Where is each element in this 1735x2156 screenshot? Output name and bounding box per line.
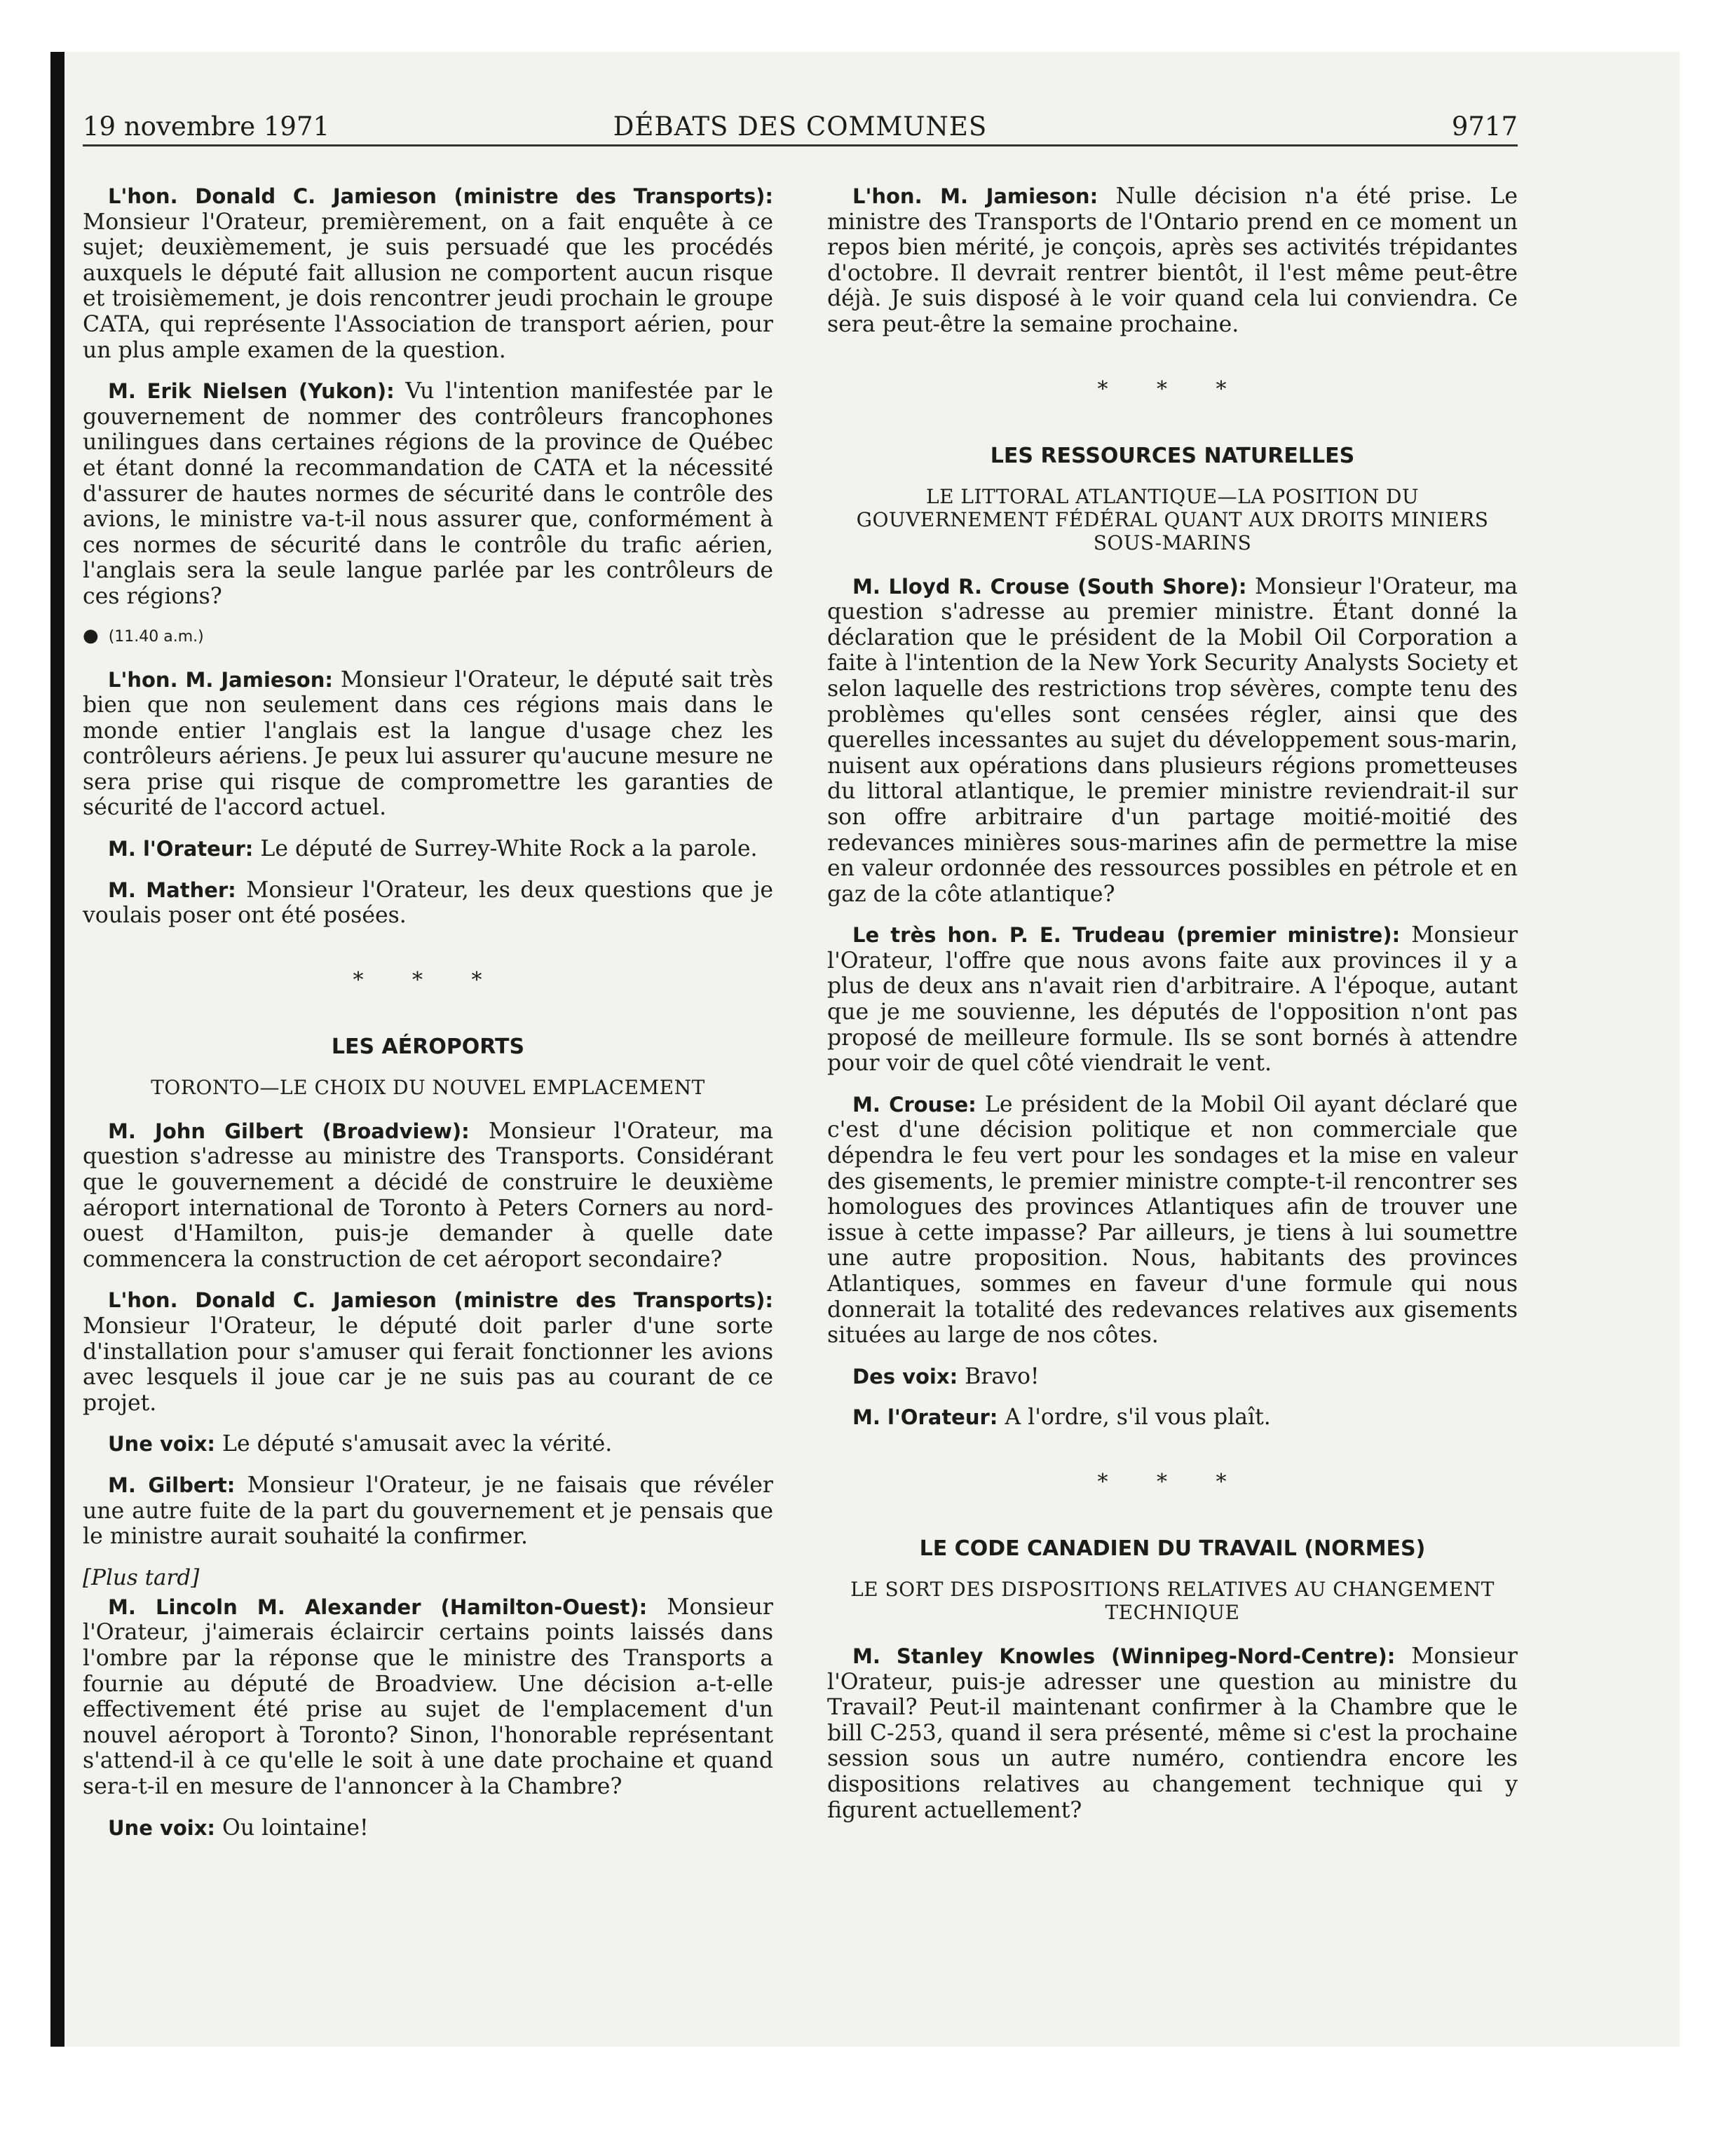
speech-text: Monsieur l'Orateur, je ne faisais que révéler une autre fuite de la part du gouvernement et je pensais que le ministre aurait souhaité la confirmer. [83, 1472, 773, 1550]
speech [827, 1092, 1518, 1349]
speech [83, 1595, 773, 1800]
header-title: DÉBATS DES COMMUNES [613, 111, 988, 142]
speech [83, 378, 773, 609]
speech-text: A l'ordre, s'il vous plaît. [998, 1405, 1271, 1431]
bullet-icon: ● [83, 625, 99, 646]
header-date: 19 novembre 1971 [83, 111, 330, 142]
speaker: Une voix: [108, 1815, 216, 1840]
speech [827, 1644, 1518, 1823]
speech-text: Le président de la Mobil Oil ayant déclaré que c'est d'une décision politique et non commerciale que dépendra le feu vert pour les sondages et la mise en valeur des gisements, le premier ministre compte-t-il rencontrer ses homologues des provinces Atlantiques afin de trouver une issue à cette impasse? Par ailleurs, je tiens à lui soumettre une autre proposition. Nous, habitants des provinces Atlantiques, sommes en faveur d'une formule qui nous donnerait la totalité des redevances relatives aux gisements situées au large de nos côtes. [827, 1091, 1518, 1349]
speech [827, 922, 1518, 1077]
speech [83, 878, 773, 929]
speaker: M. Mather: [108, 878, 236, 902]
speech-text: Monsieur l'Orateur, puis-je adresser une question au ministre du Travail? Peut-il maintenant confirmer à la Chambre que le bill C-253, quand il sera présenté, même si c'est la prochaine session sous un autre numéro, contiendra encore les dispositions relatives au changement technique qui y figurent actuellement? [827, 1643, 1518, 1823]
subsection-title: LE SORT DES DISPOSITIONS RELATIVES AU CHANGEMENT TECHNIQUE [850, 1577, 1495, 1624]
speaker: M. l'Orateur: [852, 1405, 998, 1430]
speech [827, 184, 1518, 338]
speech-text: Le député s'amusait avec la vérité. [215, 1431, 613, 1457]
speech [83, 1288, 773, 1416]
speech-text: Monsieur l'Orateur, ma question s'adresse au ministre des Transports. Considérant que le gouvernement a décidé de construire le deuxième aéroport international de Toronto à Peters Corners au nord-ouest d'Hamilton, puis-je demander à quelle date commencera la construction de cet aéroport secondaire? [83, 1118, 773, 1272]
speech-text: Monsieur l'Orateur, ma question s'adresse au premier ministre. Étant donné la déclaration que le président de la Mobil Oil Corporation a faite à l'intention de la New York Security Analysts Society et selon laquelle des restrictions trop sévères, compte tenu des problèmes qu'elles sont censées régler, ainsi que des querelles incessantes au sujet du développement sous-marin, nuisent aux opérations dans plusieurs régions prometteuses du littoral atlantique, le premier ministre reviendrait-il sur son offre arbitraire d'un partage moitié-moitié des redevances minières sous-marines afin de permettre la mise en valeur ordonnée des ressources possibles en pétrole et en gaz de la côte atlantique? [827, 573, 1518, 907]
speech [83, 1431, 773, 1457]
section-separator: * * * [353, 967, 503, 992]
speech [827, 574, 1518, 908]
speech [83, 836, 773, 862]
speaker: L'hon. Donald C. Jamieson (ministre des Transports): [108, 1288, 773, 1313]
speech-text: Ou lointaine! [215, 1815, 369, 1841]
speaker: M. Gilbert: [108, 1473, 236, 1497]
speech-text: Monsieur l'Orateur, j'aimerais éclaircir certains points laissés dans l'ombre par la réponse que le ministre des Transports a fournie au député de Broadview. Une décision a-t-elle effectivement été prise au sujet de l'emplacement d'un nouvel aéroport à Toronto? Sinon, l'honorable représentant s'attend-il à ce qu'elle le soit à une date prochaine et quand sera-t-il en mesure de l'annoncer à la Chambre? [83, 1594, 773, 1799]
speech-text: Nulle décision n'a été prise. Le ministre des Transports de l'Ontario prend en ce moment un repos bien mérité, je conçois, après ses activités trépidantes d'octobre. Il devrait rentrer bientôt, il l'est même peut-être déjà. Je suis disposé à le voir quand cela lui conviendra. Ce sera peut-être la semaine prochaine. [827, 184, 1518, 337]
speech-text: Monsieur l'Orateur, les deux questions que je voulais poser ont été posées. [83, 877, 773, 929]
right-column [827, 184, 1518, 1838]
speaker: L'hon. Donald C. Jamieson (ministre des Transports): [108, 184, 773, 208]
section-title: LES RESSOURCES NATURELLES [990, 443, 1355, 468]
time-marker [83, 625, 773, 646]
speaker: M. Stanley Knowles (Winnipeg-Nord-Centre): [852, 1644, 1396, 1668]
section-separator: * * * [1097, 1469, 1248, 1494]
section-title: LES AÉROPORTS [331, 1034, 525, 1059]
speech-text: Monsieur l'Orateur, l'offre que nous avons faite aux provinces il y a plus de deux ans n'avait rien d'arbitraire. A l'époque, autant que je me souvienne, les députés de l'opposition n'ont pas proposé de meilleure formule. Ils se sont bornés à attendre pour voir de quel côté viendrait le vent. [827, 922, 1518, 1077]
header-page-number: 9717 [1451, 111, 1518, 142]
speech [827, 1364, 1518, 1390]
speech-text: Monsieur l'Orateur, le député sait très bien que non seulement dans ces régions mais dans le monde entier l'anglais est la langue d'usage chez les contrôleurs aériens. Je peux lui assurer qu'aucune mesure ne sera prise qui risque de compromettre les garanties de sécurité de l'accord actuel. [83, 667, 773, 821]
speech [83, 667, 773, 821]
scan-edge [50, 52, 64, 2047]
speaker: M. l'Orateur: [108, 837, 254, 861]
speech-text: Le député de Surrey-White Rock a la parole. [253, 836, 758, 862]
subsection-title: LE LITTORAL ATLANTIQUE—LA POSITION DU GOUVERNEMENT FÉDÉRAL QUANT AUX DROITS MINIERS SOUS-MARINS [856, 484, 1489, 554]
speech [83, 184, 773, 363]
section-title: LE CODE CANADIEN DU TRAVAIL (NORMES) [919, 1536, 1426, 1561]
speech [83, 1473, 773, 1550]
speaker: M. John Gilbert (Broadview): [108, 1119, 470, 1143]
speech [83, 1119, 773, 1273]
speaker: M. Lloyd R. Crouse (South Shore): [852, 574, 1247, 599]
subsection-title: TORONTO—LE CHOIX DU NOUVEL EMPLACEMENT [151, 1075, 705, 1099]
speaker: L'hon. M. Jamieson: [852, 184, 1098, 208]
speech [83, 1815, 773, 1841]
speaker: Une voix: [108, 1432, 216, 1456]
speech-text: Monsieur l'Orateur, premièrement, on a fait enquête à ce sujet; deuxièmement, je suis persuadé que les procédés auxquels le député fait allusion ne comportent aucun risque et troisièmement, je dois rencontrer jeudi prochain le groupe CATA, qui représente l'Association de transport aérien, pour un plus ample examen de la question. [83, 209, 773, 363]
speaker: Le très hon. P. E. Trudeau (premier ministre): [852, 923, 1401, 948]
speech-text: Bravo! [958, 1363, 1040, 1389]
speech-text: Monsieur l'Orateur, le député doit parler d'une sorte d'installation pour s'amuser qui ferait fonctionner les avions avec lesquels il joue car je ne suis pas au courant de ce projet. [83, 1314, 773, 1416]
speaker: Des voix: [852, 1364, 958, 1389]
speech [827, 1405, 1518, 1431]
section-separator: * * * [1097, 376, 1248, 402]
speech-text: Vu l'intention manifestée par le gouvernement de nommer des contrôleurs francophones unilingues dans certaines régions de la province de Québec et étant donné la recommandation de CATA et la nécessité d'assurer de hautes normes de sécurité dans le contrôle des avions, le ministre va-t-il nous assurer que, conformément à ces normes de sécurité dans le contrôle du trafic aérien, l'anglais sera la seule langue parlée par les contrôleurs de ces régions? [83, 378, 773, 609]
speaker: M. Crouse: [852, 1092, 977, 1117]
speaker: M. Erik Nielsen (Yukon): [108, 379, 395, 404]
running-header [83, 105, 1518, 146]
speaker: M. Lincoln M. Alexander (Hamilton-Ouest): [108, 1595, 648, 1619]
left-column [83, 184, 773, 1856]
procedural-note: [Plus tard] [83, 1564, 200, 1590]
speaker: L'hon. M. Jamieson: [108, 667, 333, 692]
time-text: (11.40 a.m.) [108, 627, 204, 646]
